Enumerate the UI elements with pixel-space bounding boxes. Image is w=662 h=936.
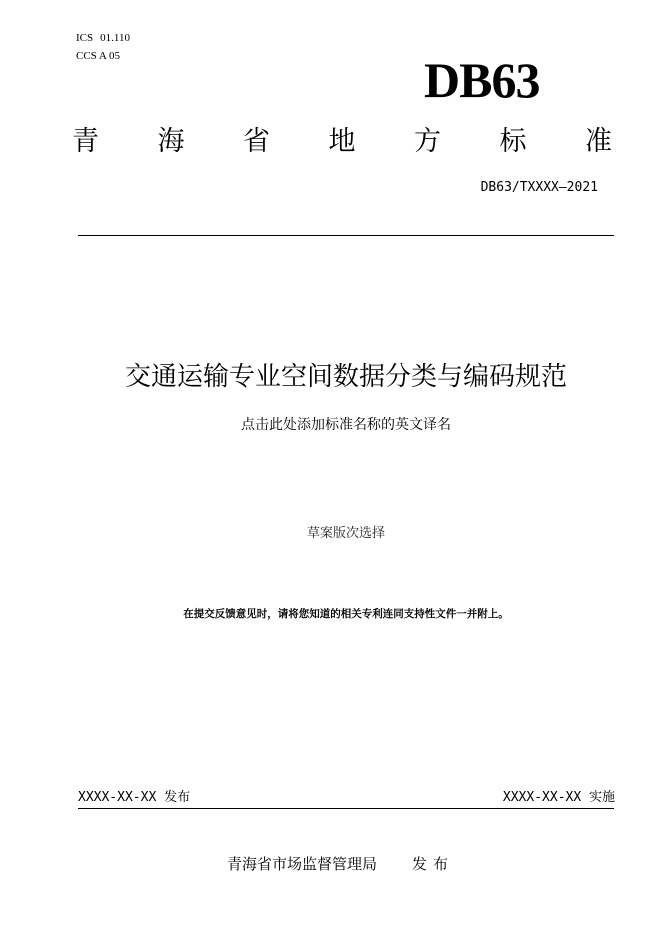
db63-logo: DB63 <box>424 52 540 108</box>
ics-label: ICS <box>76 32 94 44</box>
standard-type-char: 省 <box>243 126 270 157</box>
ics-number: 01.110 <box>100 32 130 44</box>
standard-type-char: 标 <box>499 126 527 157</box>
english-title-placeholder[interactable]: 点击此处添加标准名称的英文译名 <box>241 417 451 433</box>
ccs-code: CCS A 05 <box>76 50 121 62</box>
publisher-name: 青海省市场监督管理局 <box>227 855 378 873</box>
publish-label: 发布 <box>412 855 455 873</box>
standard-type-char: 青 <box>72 126 99 157</box>
implementation-date: XXXX-XX-XX 实施 <box>502 790 615 805</box>
standard-type-char: 地 <box>328 126 356 157</box>
standard-type-heading <box>72 124 612 160</box>
standard-number: DB63/TXXXX—2021 <box>480 180 598 195</box>
document-title: 交通运输专业空间数据分类与编码规范 <box>124 362 567 392</box>
bottom-divider <box>78 808 614 809</box>
top-divider <box>78 235 614 236</box>
standard-type-char: 方 <box>414 126 441 157</box>
patent-notice: 在提交反馈意见时，请将您知道的相关专利连同支持性文件一并附上。 <box>183 608 509 620</box>
issue-date: XXXX-XX-XX 发布 <box>78 790 191 805</box>
draft-version-selector[interactable]: 草案版次选择 <box>306 526 385 541</box>
standard-type-char: 海 <box>157 126 185 157</box>
ics-code <box>76 31 130 45</box>
standard-type-char: 准 <box>585 126 612 157</box>
